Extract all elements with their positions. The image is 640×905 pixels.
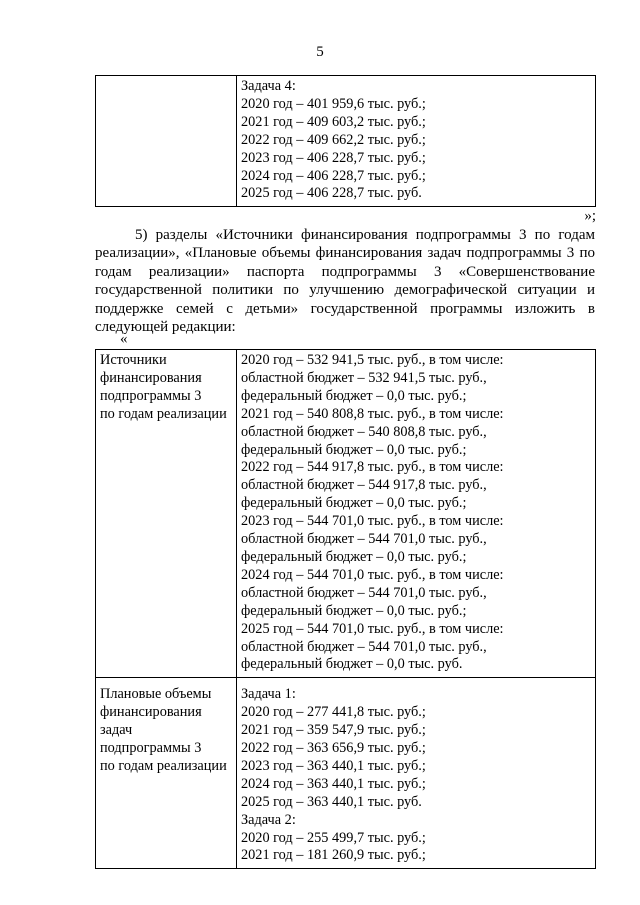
task-4-line: 2020 год – 401 959,6 тыс. руб.; xyxy=(241,95,426,112)
funding-line: федеральный бюджет – 0,0 тыс. руб.; xyxy=(241,602,467,619)
funding-line: областной бюджет – 544 701,0 тыс. руб., xyxy=(241,584,487,601)
planned-volumes-label-line: финансирования xyxy=(100,704,202,721)
funding-line: федеральный бюджет – 0,0 тыс. руб.; xyxy=(241,495,467,512)
task-line: 2021 год – 359 547,9 тыс. руб.; xyxy=(241,722,426,739)
funding-line: 2025 год – 544 701,0 тыс. руб., в том числе: xyxy=(241,620,504,637)
funding-sources-value-cell xyxy=(237,350,596,678)
task-line: 2022 год – 363 656,9 тыс. руб.; xyxy=(241,740,426,757)
task-4-line: 2023 год – 406 228,7 тыс. руб.; xyxy=(241,149,426,166)
opening-quote: « xyxy=(120,331,128,347)
empty-label-cell xyxy=(96,76,237,207)
planned-volumes-label-line: по годам реализации xyxy=(100,757,227,774)
planned-volumes-value-cell xyxy=(237,678,596,869)
funding-line: федеральный бюджет – 0,0 тыс. руб.; xyxy=(241,441,467,458)
page-number: 5 xyxy=(316,44,324,60)
funding-line: 2023 год – 544 701,0 тыс. руб., в том числе: xyxy=(241,513,504,530)
task-4-line: 2022 год – 409 662,2 тыс. руб.; xyxy=(241,131,426,148)
task-4-line: 2024 год – 406 228,7 тыс. руб.; xyxy=(241,167,426,184)
task-4-line: 2025 год – 406 228,7 тыс. руб. xyxy=(241,185,422,202)
funding-sources-label-line: подпрограммы 3 xyxy=(100,387,202,404)
funding-sources-label-line: по годам реализации xyxy=(100,405,227,422)
table-row xyxy=(96,678,596,869)
table-row xyxy=(96,76,596,207)
value-cell xyxy=(237,76,596,207)
planned-volumes-label-line: Плановые объемы xyxy=(100,686,212,703)
funding-sources-label-line: финансирования xyxy=(100,369,202,386)
table-row xyxy=(96,350,596,678)
task-line: 2024 год – 363 440,1 тыс. руб.; xyxy=(241,775,426,792)
funding-line: федеральный бюджет – 0,0 тыс. руб.; xyxy=(241,548,467,565)
funding-line: областной бюджет – 544 917,8 тыс. руб., xyxy=(241,477,487,494)
funding-line: областной бюджет – 544 701,0 тыс. руб., xyxy=(241,531,487,548)
task-line: Задача 2: xyxy=(241,811,296,828)
task-line: 2023 год – 363 440,1 тыс. руб.; xyxy=(241,757,426,774)
task-line: 2020 год – 277 441,8 тыс. руб.; xyxy=(241,704,426,721)
funding-line: областной бюджет – 540 808,8 тыс. руб., xyxy=(241,423,487,440)
planned-volumes-label-cell xyxy=(96,678,237,869)
task-4-line: Задача 4: xyxy=(241,78,296,94)
amendment-paragraph: 5) разделы «Источники финансирования подпрограммы 3 по годам реализации», «Плановые объемы финансирования задач подпрограммы 3 по годам реализации» паспорта подпрограммы 3 «Совершенствование государственной политики по улучшению демографической ситуации и поддержке семей с детьми» государственной программы изложить в следующей редакции: xyxy=(95,227,595,336)
task-line: 2020 год – 255 499,7 тыс. руб.; xyxy=(241,829,426,846)
funding-line: областной бюджет – 544 701,0 тыс. руб., xyxy=(241,638,487,655)
task-line: 2021 год – 181 260,9 тыс. руб.; xyxy=(241,847,426,864)
funding-line: 2021 год – 540 808,8 тыс. руб., в том числе: xyxy=(241,405,504,422)
continuation-table xyxy=(95,75,596,207)
funding-sources-label-line: Источники xyxy=(100,352,167,368)
funding-line: федеральный бюджет – 0,0 тыс. руб.; xyxy=(241,387,467,404)
task-line: 2025 год – 363 440,1 тыс. руб. xyxy=(241,793,422,810)
funding-line: 2024 год – 544 701,0 тыс. руб., в том числе: xyxy=(241,566,504,583)
funding-line: федеральный бюджет – 0,0 тыс. руб. xyxy=(241,656,463,673)
funding-line: 2020 год – 532 941,5 тыс. руб., в том числе: xyxy=(241,352,504,368)
funding-line: областной бюджет – 532 941,5 тыс. руб., xyxy=(241,369,487,386)
task-4-line: 2021 год – 409 603,2 тыс. руб.; xyxy=(241,113,426,130)
funding-sources-label-cell xyxy=(96,350,237,678)
task-line: Задача 1: xyxy=(241,686,296,703)
planned-volumes-label-line: подпрограммы 3 xyxy=(100,740,202,757)
funding-line: 2022 год – 544 917,8 тыс. руб., в том числе: xyxy=(241,459,504,476)
planned-volumes-label-line: задач xyxy=(100,722,133,739)
closing-quote: »; xyxy=(584,208,596,224)
passport-table xyxy=(95,349,596,869)
